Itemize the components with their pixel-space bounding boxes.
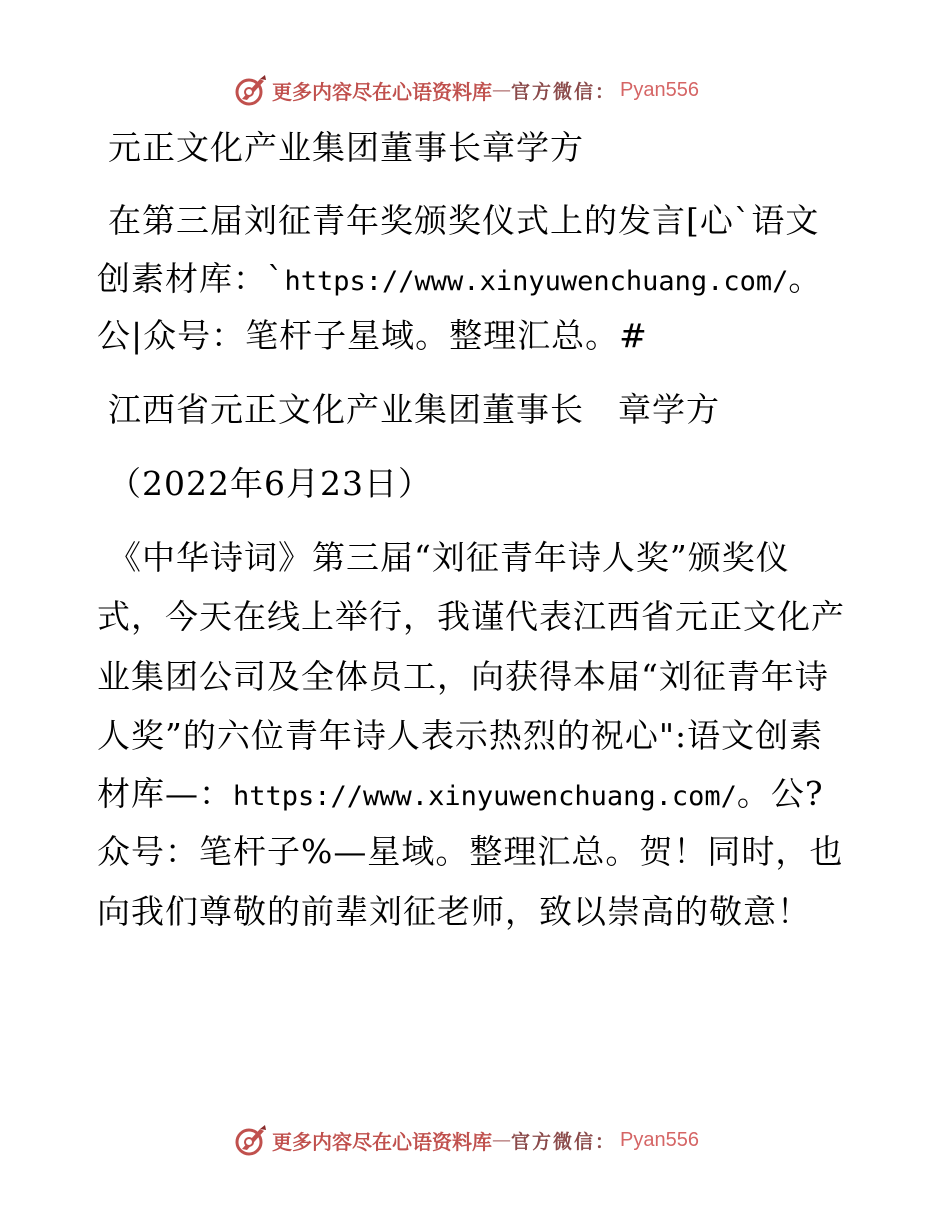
speaker-line: 江西省元正文化产业集团董事长 章学方 — [108, 390, 720, 429]
paragraph-url: https://www.xinyuwenchuang.com/ — [233, 781, 737, 812]
paragraph-line-4: 人奖”的六位青年诗人表示热烈的祝心":语文创素 — [97, 716, 824, 755]
watermark-wechat-id: Pyan556 — [620, 78, 699, 101]
header-watermark — [234, 72, 699, 108]
paragraph-line-1: 《中华诗词》第三届“刘征青年诗人奖”颁奖仪 — [108, 538, 790, 577]
watermark-wechat-id: Pyan556 — [620, 1128, 699, 1151]
speech-heading-text: 创素材库：` — [97, 259, 285, 298]
speech-heading-line-1: 在第三届刘征青年奖颁奖仪式上的发言[心`语文 — [108, 201, 820, 240]
quill-pen-logo-icon — [234, 1123, 268, 1157]
watermark-site-name: 更多内容尽在心语资料库 — [272, 79, 492, 104]
watermark-wechat-label: 官方微信： — [511, 80, 617, 103]
speech-heading-period: 。 — [788, 259, 823, 298]
paragraph-text: 材库—： — [97, 774, 233, 813]
footer-watermark — [234, 1122, 699, 1158]
paragraph-text-tail: 。公? — [736, 774, 824, 813]
watermark-wechat-label: 官方微信： — [511, 1130, 617, 1153]
paragraph-line-3: 业集团公司及全体员工，向获得本届“刘征青年诗 — [97, 657, 829, 696]
paragraph-line-6: 众号：笔杆子%—星域。整理汇总。贺！同时，也 — [97, 832, 844, 871]
speech-heading-url: https://www.xinyuwenchuang.com/ — [284, 266, 789, 297]
watermark-dash: — — [492, 1129, 511, 1151]
watermark-dash: — — [492, 79, 511, 101]
speech-heading-line-3: 公|众号：笔杆子星域。整理汇总。# — [97, 316, 648, 355]
document-title: 元正文化产业集团董事长章学方 — [108, 128, 584, 167]
speech-heading-line-2 — [97, 259, 822, 302]
watermark-site-name: 更多内容尽在心语资料库 — [272, 1129, 492, 1154]
quill-pen-logo-icon — [234, 73, 268, 107]
paragraph-line-5 — [97, 774, 824, 817]
paragraph-line-2: 式，今天在线上举行，我谨代表江西省元正文化产 — [97, 597, 845, 636]
date-line: （2022年6月23日） — [108, 464, 432, 503]
paragraph-line-7: 向我们尊敬的前辈刘征老师，致以崇高的敬意！ — [97, 892, 811, 931]
